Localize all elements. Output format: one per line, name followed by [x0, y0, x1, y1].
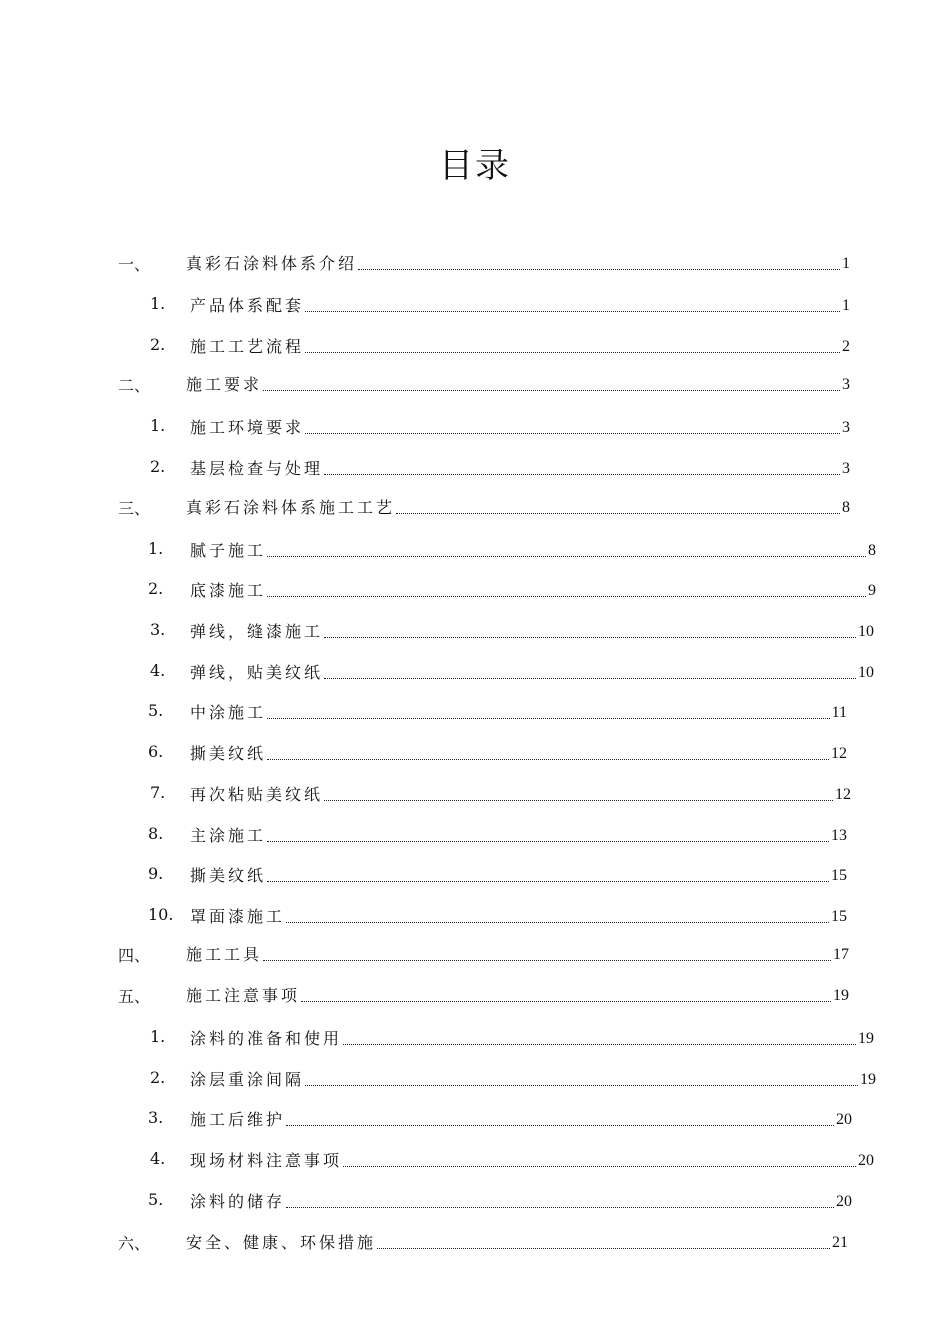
- toc-chapter-entry[interactable]: [186, 982, 849, 1006]
- toc-section-entry[interactable]: [190, 699, 847, 723]
- toc-section-entry[interactable]: [190, 903, 847, 927]
- toc-section-number: 2.: [150, 335, 166, 354]
- toc-section-entry[interactable]: [190, 577, 876, 601]
- toc-chapter-entry[interactable]: [186, 250, 850, 274]
- toc-page-number: 12: [835, 786, 851, 803]
- toc-chapter-number: 二、: [118, 376, 151, 395]
- toc-entry-label: 施工要求: [186, 375, 263, 394]
- toc-page-number: 3: [842, 376, 850, 393]
- toc-entry-label: 罩面漆施工: [190, 907, 286, 926]
- toc-section-entry[interactable]: [190, 659, 874, 683]
- toc-section-number: 3.: [150, 620, 166, 639]
- dot-leader: [286, 1206, 834, 1208]
- toc-entry-label: 施工后维护: [190, 1110, 286, 1129]
- toc-page-number: 21: [832, 1234, 848, 1251]
- toc-page-number: 3: [842, 419, 850, 436]
- dot-leader: [343, 1043, 856, 1045]
- toc-section-number: 8.: [148, 824, 164, 843]
- toc-entry-label: 施工工具: [186, 945, 263, 964]
- toc-section-number: 5.: [148, 701, 164, 720]
- toc-entry-label: 真彩石涂料体系介绍: [186, 254, 358, 273]
- dot-leader: [396, 512, 840, 514]
- toc-title: 目录: [439, 146, 511, 186]
- dot-leader: [324, 799, 833, 801]
- toc-page-number: 20: [836, 1193, 852, 1210]
- toc-section-entry[interactable]: [190, 618, 874, 642]
- dot-leader: [263, 959, 831, 961]
- toc-chapter-number: 四、: [118, 946, 151, 965]
- dot-leader: [286, 921, 829, 923]
- toc-entry-label: 涂层重涂间隔: [190, 1070, 305, 1089]
- dot-leader: [324, 636, 856, 638]
- toc-chapter-entry[interactable]: [186, 371, 850, 395]
- toc-section-entry[interactable]: [190, 1147, 874, 1171]
- dot-leader: [267, 595, 866, 597]
- toc-entry-label: 再次粘贴美纹纸: [190, 785, 324, 804]
- toc-section-number: 2.: [150, 1068, 166, 1087]
- toc-chapter-entry[interactable]: [186, 941, 849, 965]
- toc-entry-label: 弹线，贴美纹纸: [190, 663, 324, 682]
- toc-entry-label: 中涂施工: [190, 703, 267, 722]
- dot-leader: [324, 677, 856, 679]
- toc-section-number: 7.: [150, 783, 166, 802]
- toc-entry-label: 产品体系配套: [190, 296, 305, 315]
- toc-entry-label: 施工环境要求: [190, 418, 305, 437]
- toc-chapter-number: 一、: [118, 255, 151, 274]
- dot-leader: [343, 1165, 856, 1167]
- toc-chapter-number: 三、: [118, 499, 151, 518]
- toc-chapter-entry[interactable]: [186, 494, 850, 518]
- toc-section-number: 4.: [150, 1149, 166, 1168]
- toc-page-number: 9: [868, 582, 876, 599]
- toc-section-entry[interactable]: [190, 862, 847, 886]
- toc-entry-label: 底漆施工: [190, 581, 267, 600]
- toc-page-number: 20: [836, 1111, 852, 1128]
- toc-page-number: 8: [868, 542, 876, 559]
- toc-entry-label: 弹线，缝漆施工: [190, 622, 324, 641]
- toc-entry-label: 撕美纹纸: [190, 744, 267, 763]
- toc-entry-label: 真彩石涂料体系施工工艺: [186, 498, 396, 517]
- toc-section-entry[interactable]: [190, 292, 850, 316]
- toc-page-number: 3: [842, 460, 850, 477]
- toc-page-number: 19: [858, 1030, 874, 1047]
- toc-entry-label: 施工注意事项: [186, 986, 301, 1005]
- toc-page-number: 1: [842, 255, 850, 272]
- dot-leader: [305, 432, 840, 434]
- dot-leader: [305, 351, 840, 353]
- toc-section-number: 4.: [150, 661, 166, 680]
- toc-section-number: 1.: [150, 416, 166, 435]
- toc-entry-label: 施工工艺流程: [190, 337, 305, 356]
- toc-section-entry[interactable]: [190, 1066, 876, 1090]
- toc-section-number: 1.: [150, 294, 166, 313]
- dot-leader: [286, 1124, 834, 1126]
- dot-leader: [267, 555, 866, 557]
- toc-chapter-number: 六、: [118, 1234, 151, 1253]
- toc-page-number: 10: [858, 664, 874, 681]
- dot-leader: [324, 473, 840, 475]
- toc-section-number: 9.: [148, 864, 164, 883]
- toc-entry-label: 撕美纹纸: [190, 866, 267, 885]
- toc-entry-label: 安全、健康、环保措施: [186, 1233, 377, 1252]
- toc-page-number: 12: [831, 745, 847, 762]
- toc-entry-label: 主涂施工: [190, 826, 267, 845]
- dot-leader: [301, 1000, 831, 1002]
- toc-section-number: 1.: [148, 539, 164, 558]
- dot-leader: [305, 1084, 858, 1086]
- toc-section-entry[interactable]: [190, 822, 847, 846]
- toc-page-number: 8: [842, 499, 850, 516]
- toc-page-number: 2: [842, 338, 850, 355]
- dot-leader: [267, 880, 829, 882]
- toc-page-number: 20: [858, 1152, 874, 1169]
- toc-entry-label: 基层检查与处理: [190, 459, 324, 478]
- toc-entry-label: 涂料的储存: [190, 1192, 286, 1211]
- toc-section-number: 3.: [148, 1108, 164, 1127]
- toc-section-number: 5.: [148, 1190, 164, 1209]
- toc-section-entry[interactable]: [190, 740, 847, 764]
- toc-section-entry[interactable]: [190, 414, 850, 438]
- toc-page-number: 19: [833, 987, 849, 1004]
- dot-leader: [267, 717, 830, 719]
- toc-entry-label: 现场材料注意事项: [190, 1151, 343, 1170]
- toc-chapter-number: 五、: [118, 987, 151, 1006]
- dot-leader: [305, 310, 840, 312]
- toc-page-number: 10: [858, 623, 874, 640]
- toc-section-entry[interactable]: [190, 781, 851, 805]
- toc-page-number: 11: [831, 704, 847, 721]
- toc-page-number: 15: [831, 908, 847, 925]
- toc-section-entry[interactable]: [190, 537, 876, 561]
- toc-section-entry[interactable]: [190, 1188, 852, 1212]
- dot-leader: [263, 389, 840, 391]
- toc-page-number: 1: [842, 297, 850, 314]
- toc-entry-label: 腻子施工: [190, 541, 267, 560]
- toc-chapter-entry[interactable]: [186, 1229, 848, 1253]
- dot-leader: [267, 758, 829, 760]
- dot-leader: [377, 1247, 830, 1249]
- toc-section-entry[interactable]: [190, 333, 850, 357]
- toc-section-number: 2.: [148, 579, 164, 598]
- dot-leader: [358, 268, 840, 270]
- toc-section-number: 1.: [150, 1027, 166, 1046]
- toc-section-entry[interactable]: [190, 455, 850, 479]
- toc-page-number: 19: [860, 1071, 876, 1088]
- toc-page-number: 15: [831, 867, 847, 884]
- toc-section-number: 10.: [148, 905, 174, 924]
- toc-section-entry[interactable]: [190, 1106, 852, 1130]
- toc-page-number: 17: [833, 946, 849, 963]
- toc-section-entry[interactable]: [190, 1025, 874, 1049]
- toc-entry-label: 涂料的准备和使用: [190, 1029, 343, 1048]
- toc-page-number: 13: [831, 827, 847, 844]
- toc-section-number: 6.: [148, 742, 164, 761]
- toc-section-number: 2.: [150, 457, 166, 476]
- dot-leader: [267, 840, 829, 842]
